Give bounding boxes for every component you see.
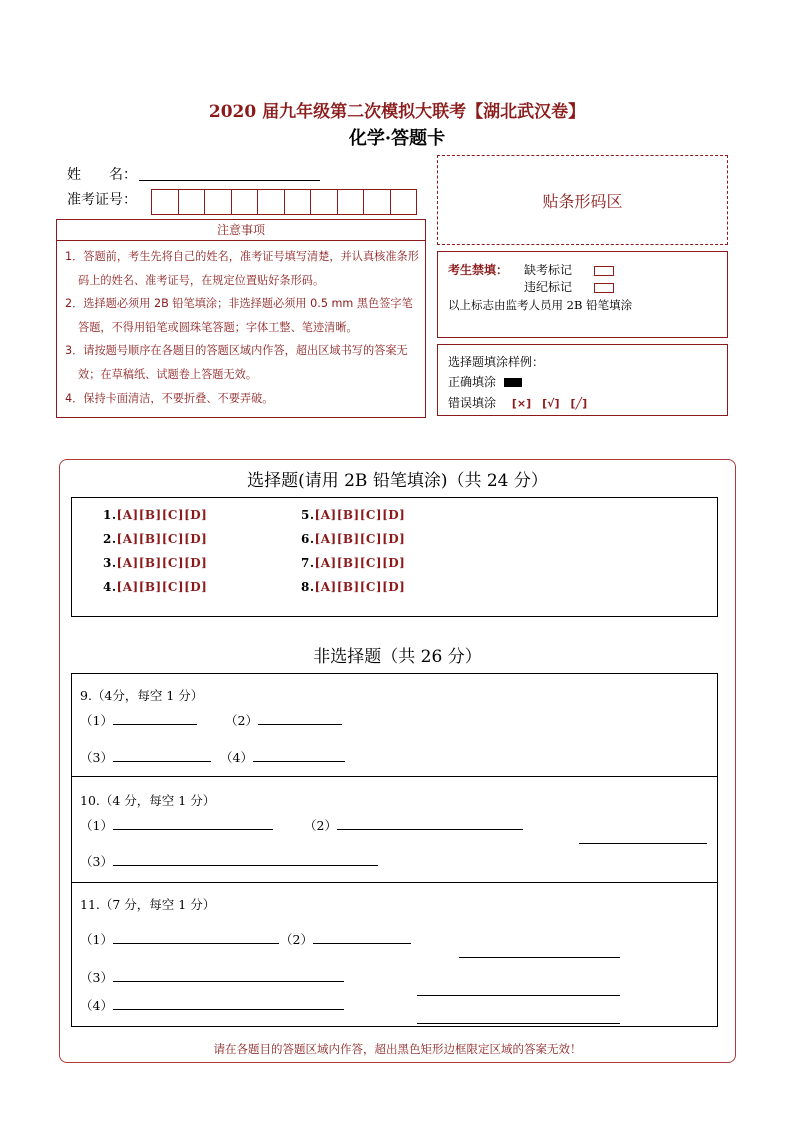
notice-item: 3．请按题号顺序在各题目的答题区域内作答，超出区域书写的答案无效；在草稿纸、试题卷上答题无效。 [65,344,408,381]
q9-blank-4[interactable] [253,760,345,762]
q10-blank-3-label: （3） [80,854,113,869]
nonchoice-section-title: 非选择题（共 26 分） [313,647,482,667]
q11-blank-4-label: （4） [80,998,113,1013]
q11-blank-4[interactable] [113,1008,344,1010]
proctor-note: 以上标志由监考人员用 2B 铅笔填涂 [448,298,633,312]
q9-blank-2[interactable] [258,723,342,725]
sample-heading: 选择题填涂样例： [448,355,545,369]
q11-blank-2[interactable] [313,942,411,944]
barcode-area [437,155,728,245]
notice-item: 4．保持卡面清洁，不要折叠、不要弄破。 [65,391,274,405]
violation-label: 违纪标记 [524,280,573,294]
q10-blank-2-label: （2） [304,818,337,833]
name-label: 姓 名： [67,167,137,183]
wrong-marks: [×] [√] [╱] [511,397,588,410]
q11-blank-3b[interactable] [417,994,620,996]
q9-blank-3[interactable] [113,760,211,762]
exam-title: 2020 届九年级第二次模拟大联考【湖北武汉卷】 [208,102,586,122]
choice-row-3[interactable]: 3.[A][B][C][D] [103,556,208,570]
notice-heading: 注意事项 [56,219,426,241]
choice-row-5[interactable]: 5.[A][B][C][D] [301,508,406,522]
q9-blank-3-label: （3） [80,750,113,765]
q9-blank-1-label: （1） [80,713,113,728]
q9-blank-4-label: （4） [220,750,253,765]
wrong-label: 错误填涂 [448,396,497,410]
choice-row-4[interactable]: 4.[A][B][C][D] [103,580,208,594]
card-subtitle: 化学·答题卡 [348,128,446,149]
id-label: 准考证号： [67,192,137,208]
filled-sample-icon [504,378,522,387]
q9-blank-1[interactable] [113,723,197,725]
q10-blank-2[interactable] [337,828,523,830]
choice-answer-box [71,497,718,617]
proctor-label: 考生禁填： [448,263,509,277]
q10-heading: 10.（4 分，每空 1 分） [80,793,216,808]
q11-blank-1[interactable] [113,942,279,944]
notice-body [56,241,426,418]
q10-blank-2b[interactable] [579,842,707,844]
notice-item: 2．选择题必须用 2B 铅笔填涂；非选择题必须用 0.5 mm 黑色签字笔答题，不得用铅笔或圆珠笔答题；字体工整、笔迹清晰。 [65,297,413,334]
name-field[interactable] [139,180,320,181]
q11-blank-3[interactable] [113,980,344,982]
choice-row-2[interactable]: 2.[A][B][C][D] [103,532,208,546]
q11-heading: 11.（7 分，每空 1 分） [80,897,216,912]
q11-blank-2b[interactable] [459,956,620,958]
choice-row-6[interactable]: 6.[A][B][C][D] [301,532,406,546]
proctor-box [437,251,728,338]
absent-mark-box[interactable] [594,266,614,276]
choice-row-1[interactable]: 1.[A][B][C][D] [103,508,208,522]
q11-blank-2-label: （2） [280,932,313,947]
divider [72,882,717,883]
violation-mark-box[interactable] [594,283,614,293]
absent-label: 缺考标记 [524,263,573,277]
q10-blank-1-label: （1） [80,818,113,833]
choice-section-title: 选择题(请用 2B 铅笔填涂)（共 24 分） [247,471,548,491]
fill-sample-box [437,344,728,416]
choice-row-8[interactable]: 8.[A][B][C][D] [301,580,406,594]
footer-warning: 请在各题目的答题区域内作答，超出黑色矩形边框限定区域的答案无效！ [213,1042,582,1056]
nonchoice-answer-box [71,673,718,1027]
choice-row-7[interactable]: 7.[A][B][C][D] [301,556,406,570]
q11-blank-3-label: （3） [80,970,113,985]
q10-blank-1[interactable] [113,828,273,830]
barcode-label: 贴条形码区 [542,191,623,211]
q10-blank-3[interactable] [113,864,378,866]
correct-label: 正确填涂 [448,375,497,389]
notice-item: 1．答题前，考生先将自己的姓名，准考证号填写清楚，并认真核准条形码上的姓名、准考证号，在规定位置贴好条形码。 [65,250,419,287]
q11-blank-1-label: （1） [80,932,113,947]
divider [72,776,717,777]
q9-heading: 9.（4分，每空 1 分） [80,688,204,703]
q9-blank-2-label: （2） [225,713,258,728]
exam-id-boxes[interactable] [151,189,417,215]
q11-blank-4b[interactable] [417,1022,620,1024]
